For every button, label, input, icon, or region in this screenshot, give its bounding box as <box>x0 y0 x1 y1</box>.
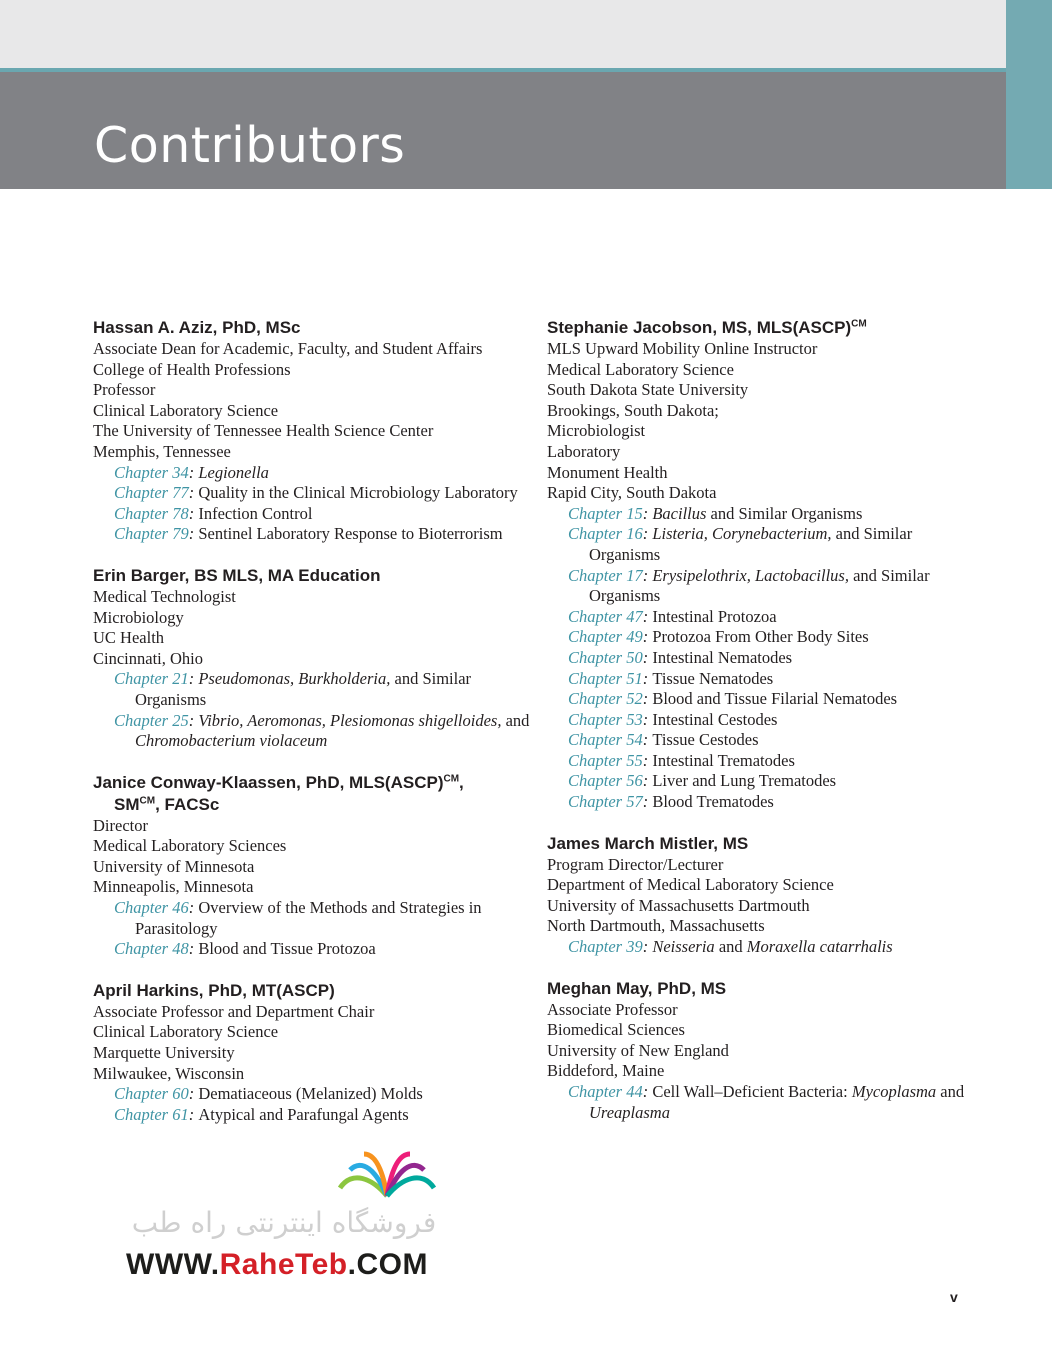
chapter-entry: Chapter 53: Intestinal Cestodes <box>568 709 778 729</box>
chapter-title: and Similar Organisms <box>589 524 913 564</box>
chapter-title-italic: Erysipelothrix, Lactobacillus, <box>652 565 849 585</box>
chapter-entry: Chapter 47: Intestinal Protozoa <box>568 606 777 626</box>
chapter-title: Liver and Lung Trematodes <box>652 771 837 791</box>
affiliation-line: The University of Tennessee Health Science Center <box>93 421 434 441</box>
chapter-number: Chapter 56 <box>568 771 643 791</box>
chapter-title-italic: Neisseria <box>652 937 715 957</box>
affiliation-line: Clinical Laboratory Science <box>93 400 279 420</box>
chapter-entry: Chapter 17: Erysipelothrix, Lactobacillus, and Similar Organisms <box>568 565 930 606</box>
affiliation-line: MLS Upward Mobility Online Instructor <box>547 339 818 358</box>
affiliation-line: Brookings, South Dakota; <box>547 400 719 420</box>
chapter-number: Chapter 77 <box>114 483 189 503</box>
affiliation-line: Microbiology <box>93 607 184 627</box>
chapter-title: Blood and Tissue Filarial Nematodes <box>652 689 898 709</box>
chapter-number: Chapter 54 <box>568 730 643 750</box>
affiliation-line: University of Minnesota <box>93 856 255 876</box>
chapter-number: Chapter 21 <box>114 669 189 689</box>
contributor-mistler <box>547 833 987 958</box>
chapter-title: Intestinal Nematodes <box>652 647 793 667</box>
chapter-number: Chapter 25 <box>114 710 189 730</box>
chapter-number: Chapter 47 <box>568 606 643 626</box>
chapter-entry: Chapter 25: Vibrio, Aeromonas, Plesiomonas shigelloides, and Chromobacterium violaceum <box>114 710 530 751</box>
contributor-name: James March Mistler, MS <box>547 833 749 853</box>
chapter-entry: Chapter 15: Bacillus and Similar Organisms <box>568 503 863 523</box>
contributor-barger <box>93 565 533 752</box>
chapter-title: Overview of the Methods and Strategies in Parasitology <box>135 898 482 938</box>
watermark-url: WWW.RaheTeb.COM <box>126 1248 428 1281</box>
affiliation-line: Marquette University <box>93 1043 235 1063</box>
chapter-number: Chapter 34 <box>114 462 189 482</box>
chapter-entry: Chapter 51: Tissue Nematodes <box>568 668 774 688</box>
chapter-number: Chapter 78 <box>114 503 189 523</box>
affiliation-line: Program Director/Lecturer <box>547 854 724 874</box>
chapter-title: and Similar Organisms <box>589 565 930 606</box>
affiliation-line: Memphis, Tennessee <box>93 441 231 461</box>
chapter-title-italic: Pseudomonas, Burkholderia, <box>198 669 391 689</box>
chapter-entry: Chapter 49: Protozoa From Other Body Sites <box>568 627 869 647</box>
affiliation-line: Department of Medical Laboratory Science <box>547 875 834 895</box>
chapter-title-italic: Ureaplasma <box>589 1102 670 1122</box>
chapter-entry: Chapter 55: Intestinal Trematodes <box>568 750 795 770</box>
chapter-title: and <box>936 1082 965 1101</box>
affiliation-line: Monument Health <box>547 462 668 482</box>
chapter-title: Infection Control <box>198 503 313 523</box>
chapter-number: Chapter 53 <box>568 709 643 729</box>
chapter-entry: Chapter 77: Quality in the Clinical Microbiology Laboratory <box>114 483 518 503</box>
chapter-entry: Chapter 52: Blood and Tissue Filarial Nematodes <box>568 689 898 709</box>
chapter-number: Chapter 57 <box>568 792 643 812</box>
chapter-title: Intestinal Protozoa <box>652 606 777 626</box>
affiliation-line: Associate Professor and Department Chair <box>93 1001 375 1021</box>
chapter-title-italic: Moraxella catarrhalis <box>746 937 893 957</box>
chapter-number: Chapter 16 <box>568 524 643 544</box>
contributor-name: Meghan May, PhD, MS <box>547 978 727 998</box>
affiliation-line: Associate Professor <box>547 999 678 1019</box>
contributor-conway-klaassen <box>93 772 533 960</box>
chapter-title: Blood and Tissue Protozoa <box>198 939 376 959</box>
chapter-title-italic: Bacillus <box>652 503 707 523</box>
affiliation-line: Medical Laboratory Sciences <box>93 836 287 856</box>
affiliation-line: University of Massachusetts Dartmouth <box>547 895 810 915</box>
affiliation-line: Biddeford, Maine <box>547 1061 665 1081</box>
affiliation-line: Medical Laboratory Science <box>547 359 734 379</box>
chapter-entry: Chapter 79: Sentinel Laboratory Response to Bioterrorism <box>114 524 503 544</box>
affiliation-line: Rapid City, South Dakota <box>547 483 717 503</box>
chapter-title: Blood Trematodes <box>652 792 774 812</box>
chapter-title-italic: Mycoplasma <box>851 1082 937 1101</box>
chapter-number: Chapter 55 <box>568 750 643 770</box>
contributor-name: Stephanie Jacobson, MS, MLS(ASCP)$^{CM}$ <box>547 318 867 337</box>
affiliation-line: South Dakota State University <box>547 380 749 400</box>
chapter-title: Protozoa From Other Body Sites <box>652 627 869 647</box>
affiliation-line: College of Health Professions <box>93 359 291 379</box>
page-title: Contributors <box>94 117 406 174</box>
watermark-persian-text: فروشگاه اینترنتی راه طب <box>131 1206 437 1239</box>
chapter-entry: Chapter 34: Legionella <box>114 462 269 482</box>
side-accent-bar <box>1006 0 1052 189</box>
chapter-entry: Chapter 39: Neisseria and Moraxella catarrhalis <box>568 937 893 957</box>
chapter-number: Chapter 15 <box>568 503 643 523</box>
page-number: v <box>950 1289 958 1305</box>
chapter-title: Intestinal Cestodes <box>652 709 778 729</box>
affiliation-line: Cincinnati, Ohio <box>93 648 203 668</box>
affiliation-line: Professor <box>93 380 156 400</box>
chapter-title-italic: Chromobacterium violaceum <box>135 731 328 751</box>
chapter-number: Chapter 60 <box>114 1084 189 1104</box>
contributor-harkins <box>93 980 533 1126</box>
contributor-aziz <box>93 317 533 545</box>
chapter-number: Chapter 61 <box>114 1104 189 1124</box>
chapter-title: Dematiaceous (Melanized) Molds <box>198 1084 423 1104</box>
chapter-entry: Chapter 54: Tissue Cestodes <box>568 730 759 750</box>
chapter-title: Intestinal Trematodes <box>652 750 795 770</box>
chapter-entry: Chapter 44: Cell Wall–Deficient Bacteria: Mycoplasma and Ureaplasma <box>568 1082 965 1122</box>
affiliation-line: Microbiologist <box>547 421 646 441</box>
chapter-title: Legionella <box>198 462 269 482</box>
chapter-number: Chapter 49 <box>568 627 643 647</box>
chapter-entry: Chapter 50: Intestinal Nematodes <box>568 647 793 667</box>
chapter-title: and <box>714 937 747 957</box>
contributor-name: April Harkins, PhD, MT(ASCP) <box>93 980 335 1000</box>
chapter-title-italic: Listeria, Corynebacterium, <box>652 524 832 544</box>
chapter-entry: Chapter 60: Dematiaceous (Melanized) Molds <box>114 1084 423 1104</box>
chapter-number: Chapter 79 <box>114 524 189 544</box>
chapter-title: Tissue Nematodes <box>652 668 774 688</box>
chapter-entry: Chapter 21: Pseudomonas, Burkholderia, and Similar Organisms <box>114 669 472 709</box>
chapter-entry: Chapter 16: Listeria, Corynebacterium, and Similar Organisms <box>568 524 913 564</box>
chapter-title-italic: Vibrio, Aeromonas, Plesiomonas shigelloides, <box>198 710 502 730</box>
affiliation-line: UC Health <box>93 628 165 648</box>
affiliation-line: University of New England <box>547 1040 729 1060</box>
affiliation-line: North Dartmouth, Massachusetts <box>547 916 765 936</box>
chapter-number: Chapter 50 <box>568 647 643 667</box>
chapter-title: Atypical and Parafungal Agents <box>198 1104 409 1124</box>
chapter-title: Quality in the Clinical Microbiology Laboratory <box>198 483 518 503</box>
chapter-title: Tissue Cestodes <box>652 730 759 750</box>
chapter-title: and Similar Organisms <box>706 503 863 523</box>
chapter-number: Chapter 17 <box>568 565 643 585</box>
affiliation-line: Medical Technologist <box>93 586 236 606</box>
chapter-number: Chapter 44 <box>568 1082 643 1101</box>
chapter-number: Chapter 48 <box>114 939 189 959</box>
affiliation-line: Laboratory <box>547 441 621 461</box>
contributor-name: Erin Barger, BS MLS, MA Education <box>93 565 381 585</box>
chapter-number: Chapter 52 <box>568 689 643 709</box>
contributor-name: Hassan A. Aziz, PhD, MSc <box>93 318 301 337</box>
affiliation-line: Associate Dean for Academic, Faculty, and Student Affairs <box>93 339 483 358</box>
open-book-logo-icon <box>332 1148 442 1208</box>
chapter-entry: Chapter 78: Infection Control <box>114 503 313 523</box>
chapter-title: Sentinel Laboratory Response to Bioterrorism <box>198 524 503 544</box>
chapter-entry: Chapter 61: Atypical and Parafungal Agents <box>114 1104 409 1124</box>
chapter-title: Cell Wall–Deficient Bacteria: <box>652 1082 852 1101</box>
contributor-may <box>547 978 987 1124</box>
right-column <box>547 317 987 1143</box>
left-column <box>93 317 533 1145</box>
affiliation-line: Milwaukee, Wisconsin <box>93 1063 245 1083</box>
chapter-entry: Chapter 57: Blood Trematodes <box>568 792 774 812</box>
affiliation-line: Clinical Laboratory Science <box>93 1022 279 1042</box>
chapter-number: Chapter 39 <box>568 937 643 957</box>
affiliation-line: Biomedical Sciences <box>547 1020 685 1040</box>
chapter-entry: Chapter 46: Overview of the Methods and Strategies in Parasitology <box>114 898 482 938</box>
chapter-title: and Similar Organisms <box>135 669 472 709</box>
watermark <box>122 1148 452 1284</box>
top-band <box>0 0 1006 68</box>
chapter-number: Chapter 46 <box>114 898 189 918</box>
contributor-jacobson <box>547 317 987 813</box>
chapter-entry: Chapter 48: Blood and Tissue Protozoa <box>114 939 376 959</box>
chapter-number: Chapter 51 <box>568 668 643 688</box>
chapter-title: and <box>501 710 530 730</box>
contributor-name: Janice Conway-Klaassen, PhD, MLS(ASCP)$^{CM}$, $SM^{CM}$, FACSc <box>93 772 464 814</box>
chapter-entry: Chapter 56: Liver and Lung Trematodes <box>568 771 837 791</box>
affiliation-line: Minneapolis, Minnesota <box>93 877 254 897</box>
affiliation-line: Director <box>93 815 148 835</box>
